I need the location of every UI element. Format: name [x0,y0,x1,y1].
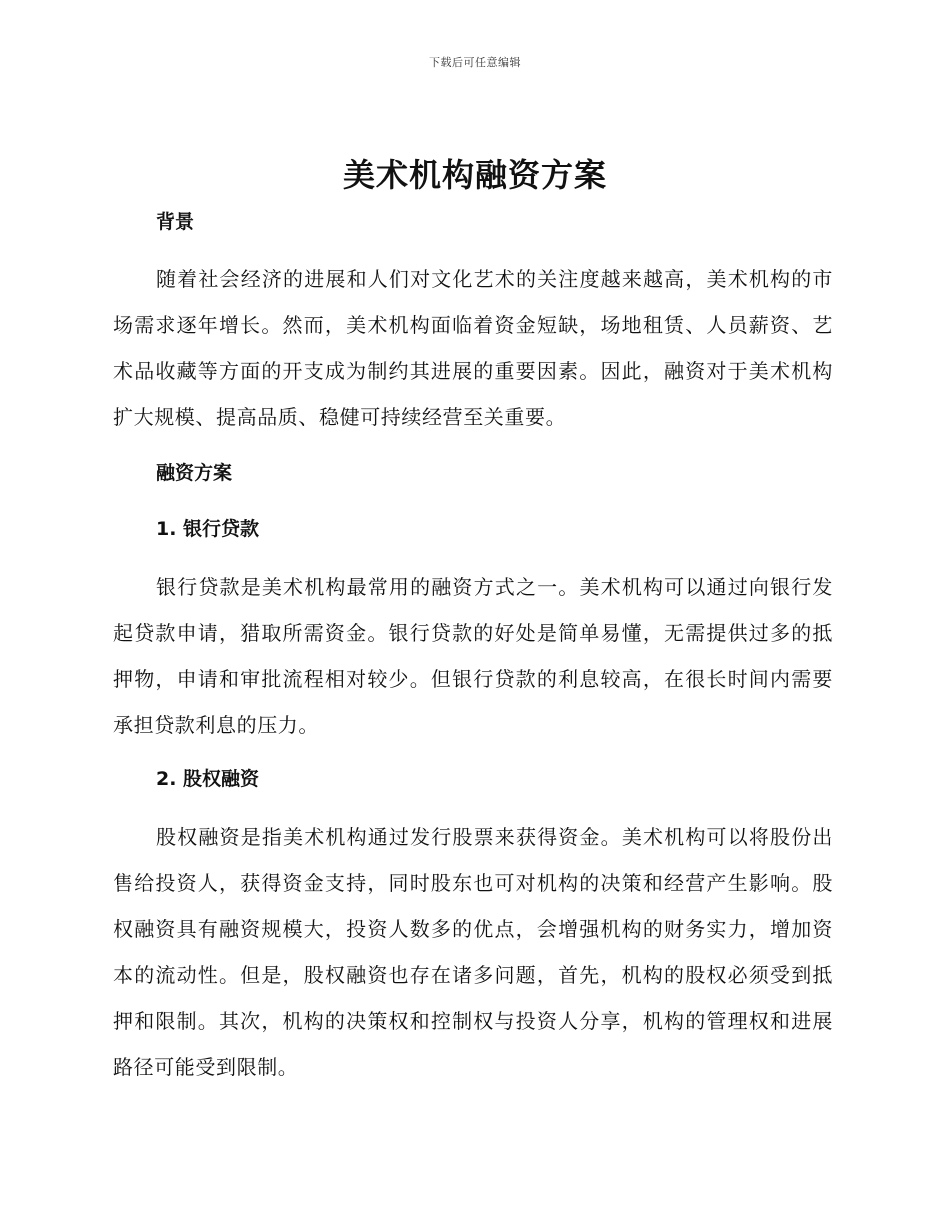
paragraph-equity-financing: 股权融资是指美术机构通过发行股票来获得资金。美术机构可以将股份出售给投资人，获得资金支持，同时股东也可对机构的决策和经营产生影响。股权融资具有融资规模大，投资人数多的优点，会增强机构的财务实力，增加资本的流动性。但是，股权融资也存在诸多问题，首先，机构的股权必须受到抵押和限制。其次，机构的决策权和控制权与投资人分享，机构的管理权和进展路径可能受到限制。 [113,825,833,1079]
paragraph-bank-loan: 银行贷款是美术机构最常用的融资方式之一。美术机构可以通过向银行发起贷款申请，猎取所需资金。银行贷款的好处是简单易懂，无需提供过多的抵押物，申请和审批流程相对较少。但银行贷款的利息较高，在很长时间内需要承担贷款利息的压力。 [113,575,833,737]
document-title: 美术机构融资方案 [342,156,607,194]
section-heading-financing-plan: 融资方案 [156,462,233,484]
header-note: 下载后可任意编辑 [429,56,521,69]
paragraph-background: 随着社会经济的进展和人们对文化艺术的关注度越来越高，美术机构的市场需求逐年增长。然而，美术机构面临着资金短缺，场地租赁、人员薪资、艺术品收藏等方面的开支成为制约其进展的重要因素。因此，融资对于美术机构扩大规模、提高品质、稳健可持续经营至关重要。 [113,267,833,429]
section-heading-equity-financing: 2. 股权融资 [156,768,260,790]
section-heading-background: 背景 [156,211,195,233]
section-heading-bank-loan: 1. 银行贷款 [156,518,260,540]
